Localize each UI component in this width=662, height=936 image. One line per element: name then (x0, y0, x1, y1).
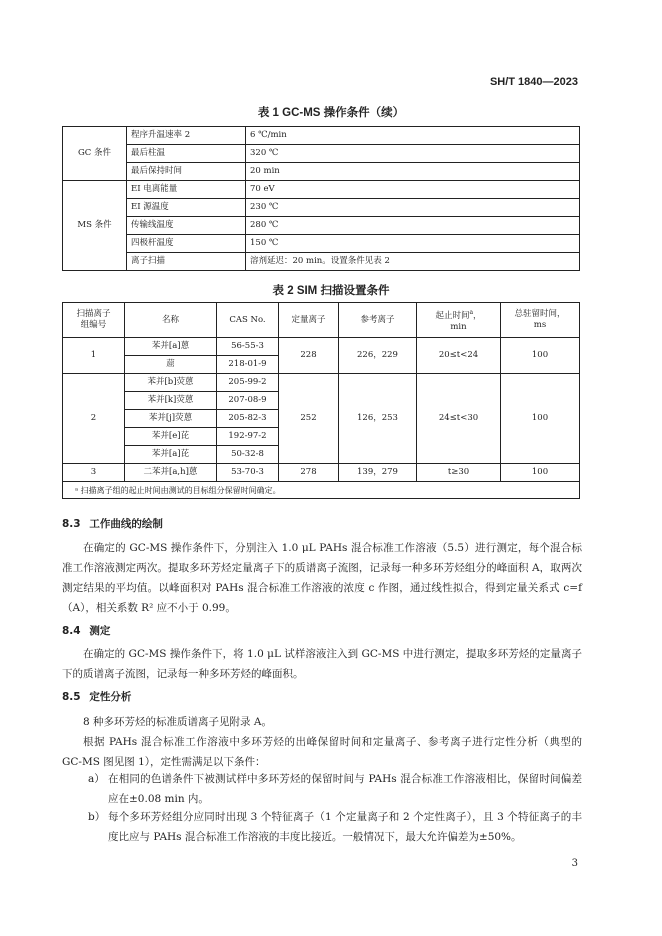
standard-number: SH/T 1840—2023 (489, 76, 578, 88)
table-row (63, 127, 580, 145)
list-text: 在相同的色谱条件下被测试样中多环芳烃的保留时间与 PAHs 混合标准工作溶液相比，保留时间偏差应在±0.08 min 内。 (108, 773, 582, 805)
header-name: 名称 (125, 303, 217, 338)
list-text: 每个多环芳烃组分应同时出现 3 个特征离子（1 个定量离子和 2 个定性离子），且 3 个特征离子的丰度比应与 PAHs 混合标准工作溶液的丰度比接近。一般情况下，最大允许偏差为±50%。 (108, 811, 582, 843)
ref-ion: 139，279 (339, 464, 417, 482)
param-cell: 四极杆温度 (127, 235, 246, 253)
section-8-4-heading: 8.4 测定 (62, 625, 111, 637)
cas-number: 218-01-9 (217, 356, 279, 374)
table-row (63, 235, 580, 253)
cas-number: 50-32-8 (217, 446, 279, 464)
compound-name: 苯并[a]芘 (125, 446, 217, 464)
compound-name: 二苯并[a,h]蒽 (125, 464, 217, 482)
param-cell: 离子扫描 (127, 253, 246, 271)
ref-ion: 226，229 (339, 338, 417, 374)
quant-ion: 228 (279, 338, 339, 374)
group-id: 3 (63, 464, 125, 482)
cas-number: 192-97-2 (217, 428, 279, 446)
compound-name: 苯并[j]荧蒽 (125, 410, 217, 428)
cas-number: 205-82-3 (217, 410, 279, 428)
section-8-5-para2: 根据 PAHs 混合标准工作溶液中多环芳烃的出峰保留时间和定量离子、参考离子进行定性分析（典型的 GC-MS 图见图 1），定性需满足以下条件： (62, 736, 582, 768)
table-row (63, 338, 580, 356)
compound-name: 苯并[e]芘 (125, 428, 217, 446)
table-row (63, 145, 580, 163)
table2-sim-settings (62, 302, 580, 499)
list-label: b） (88, 811, 106, 823)
compound-name: 䓛 (125, 356, 217, 374)
table-row (63, 181, 580, 199)
param-cell: 最后柱温 (127, 145, 246, 163)
table-footnote-row (63, 482, 580, 499)
header-dwell: 总驻留时间， ms (501, 303, 580, 338)
header-time: 起止时间$^a$， min (417, 303, 501, 338)
time-range: 24≤t<30 (417, 374, 501, 464)
table-footnote: ᵃ 扫描离子组的起止时间由测试的目标组分保留时间确定。 (63, 482, 580, 499)
quant-ion: 252 (279, 374, 339, 464)
table-row (63, 199, 580, 217)
header-cas: CAS No. (217, 303, 279, 338)
param-cell: EI 电离能量 (127, 181, 246, 199)
dwell-time: 100 (501, 374, 580, 464)
header-ref-ion: 参考离子 (339, 303, 417, 338)
section-8-5-para1: 8 种多环芳烃的标准质谱离子见附录 A。 (83, 716, 272, 728)
header-quant-ion: 定量离子 (279, 303, 339, 338)
table1-gc-ms-conditions (62, 126, 580, 271)
list-item-a (62, 769, 582, 809)
value-cell: 溶剂延迟：20 min。设置条件见表 2 (246, 253, 580, 271)
cas-number: 56-55-3 (217, 338, 279, 356)
cas-number: 53-70-3 (217, 464, 279, 482)
section-8-5-heading: 8.5 定性分析 (62, 691, 132, 703)
section-8-4-text: 在确定的 GC-MS 操作条件下，将 1.0 μL 试样溶液注入到 GC-MS 中进行测定，提取多环芳烃的定量离子下的质谱离子流图，记录每一种多环芳烃的峰面积。 (62, 648, 582, 680)
dwell-time: 100 (501, 464, 580, 482)
table-row (63, 253, 580, 271)
compound-name: 苯并[a]蒽 (125, 338, 217, 356)
table-row (63, 374, 580, 392)
value-cell: 320 ℃ (246, 145, 580, 163)
group-label: GC 条件 (63, 127, 127, 181)
value-cell: 70 eV (246, 181, 580, 199)
value-cell: 20 min (246, 163, 580, 181)
page-number: 3 (571, 858, 578, 869)
ref-ion: 126，253 (339, 374, 417, 464)
group-label: MS 条件 (63, 181, 127, 271)
compound-name: 苯并[b]荧蒽 (125, 374, 217, 392)
value-cell: 150 ℃ (246, 235, 580, 253)
section-8-3-text: 在确定的 GC-MS 操作条件下，分别注入 1.0 μL PAHs 混合标准工作溶液（5.5）进行测定，每个混合标准工作溶液测定两次。提取多环芳烃定量离子下的质谱离子流图，记录每一种多环芳烃组分的峰面积 A，取两次测定结果的平均值。以峰面积对 PAHs 混合标准工作溶液的浓度 c 作图，通过线性拟合，得到定量关系式 c=f（A），相关系数 R² 应不小于 0.99。 (62, 542, 582, 614)
value-cell: 280 ℃ (246, 217, 580, 235)
group-id: 2 (63, 374, 125, 464)
list-item-b (62, 807, 582, 847)
param-cell: 程序升温速率 2 (127, 127, 246, 145)
table-row (63, 217, 580, 235)
param-cell: EI 源温度 (127, 199, 246, 217)
table-header-row (63, 303, 580, 338)
param-cell: 传输线温度 (127, 217, 246, 235)
group-id: 1 (63, 338, 125, 374)
list-label: a） (88, 773, 105, 785)
param-cell: 最后保持时间 (127, 163, 246, 181)
table-row (63, 464, 580, 482)
time-range: 20≤t<24 (417, 338, 501, 374)
section-8-3-heading: 8.3 工作曲线的绘制 (62, 518, 163, 530)
table-row (63, 163, 580, 181)
time-range: t≥30 (417, 464, 501, 482)
value-cell: 230 ℃ (246, 199, 580, 217)
compound-name: 苯并[k]荧蒽 (125, 392, 217, 410)
table1-caption: 表 1 GC-MS 操作条件（续） (257, 107, 405, 119)
cas-number: 207-08-9 (217, 392, 279, 410)
quant-ion: 278 (279, 464, 339, 482)
dwell-time: 100 (501, 338, 580, 374)
value-cell: 6 ℃/min (246, 127, 580, 145)
table2-caption: 表 2 SIM 扫描设置条件 (272, 285, 390, 297)
cas-number: 205-99-2 (217, 374, 279, 392)
header-group: 扫描离子 组编号 (63, 303, 125, 338)
